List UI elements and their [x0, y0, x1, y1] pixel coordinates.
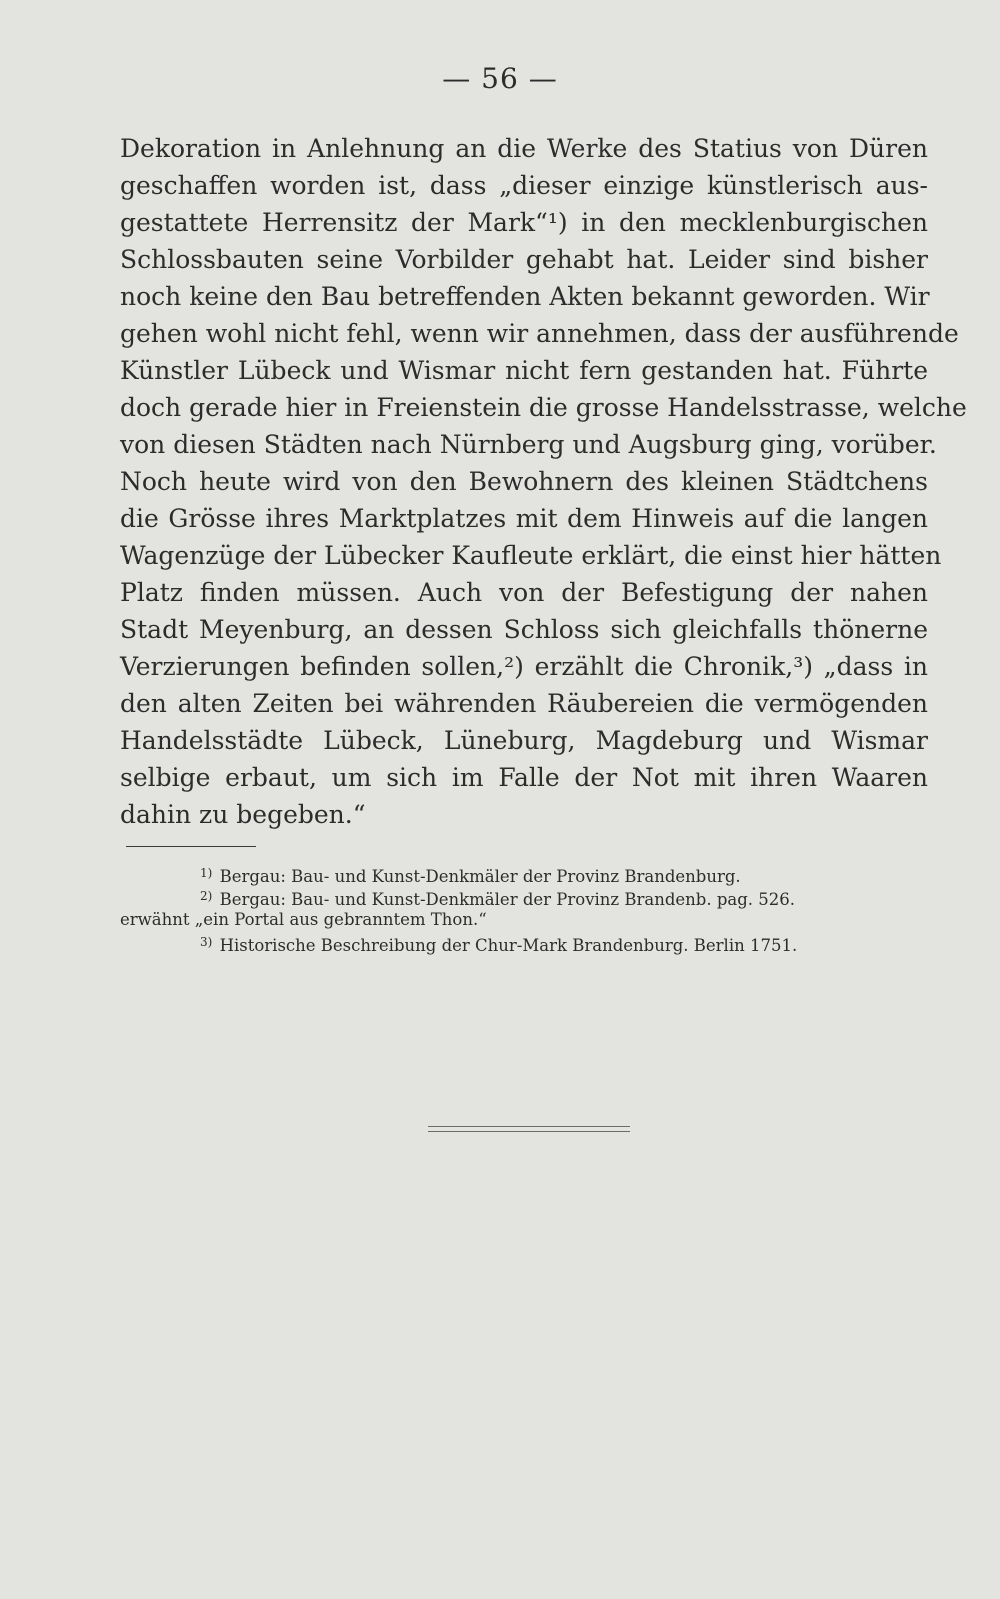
body-line: Handelsstädte Lübeck, Lüneburg, Magdeburg und Wismar — [120, 726, 928, 755]
body-line: doch gerade hier in Freienstein die grosse Handelsstrasse, welche — [120, 393, 967, 422]
body-line: geschaffen worden ist, dass „dieser einzige künstlerisch aus- — [120, 171, 928, 200]
footnote-text: Bergau: Bau- und Kunst-Denkmäler der Provinz Brandenb. pag. 526. — [219, 890, 796, 909]
footnote-marker: 2) — [200, 889, 213, 903]
body-line: selbige erbaut, um sich im Falle der Not mit ihren Waaren — [120, 763, 928, 792]
body-line: Künstler Lübeck und Wismar nicht fern gestanden hat. Führte — [120, 356, 928, 385]
body-line: von diesen Städten nach Nürnberg und Augsburg ging, vorüber. — [120, 430, 937, 459]
page-number: — 56 — — [442, 62, 558, 95]
body-line: Wagenzüge der Lübecker Kaufleute erklärt, die einst hier hätten — [120, 541, 942, 570]
body-line: die Grösse ihres Marktplatzes mit dem Hinweis auf die langen — [120, 504, 928, 533]
body-text — [120, 130, 967, 833]
footnote-marker: 1) — [200, 866, 213, 880]
footnote-marker: 3) — [200, 935, 213, 949]
body-line: gestattete Herrensitz der Mark“¹) in den mecklenburgischen — [120, 208, 928, 237]
footnote-2-continuation: erwähnt „ein Portal aus gebranntem Thon.“ — [120, 910, 487, 929]
end-rule-bottom — [428, 1131, 630, 1132]
footnote-1 — [120, 862, 928, 885]
body-line: den alten Zeiten bei währenden Räubereien die vermögenden — [120, 689, 928, 718]
body-line: Noch heute wird von den Bewohnern des kleinen Städtchens — [120, 467, 928, 496]
body-line: Verzierungen befinden sollen,²) erzählt die Chronik,³) „dass in — [120, 652, 928, 681]
body-line: Platz finden müssen. Auch von der Befestigung der nahen — [120, 578, 928, 607]
body-line: Dekoration in Anlehnung an die Werke des Statius von Düren — [120, 134, 928, 163]
end-rule-top — [428, 1126, 630, 1127]
body-line: noch keine den Bau betreffenden Akten bekannt geworden. Wir — [120, 282, 930, 311]
body-line: gehen wohl nicht fehl, wenn wir annehmen, dass der ausführende — [120, 319, 959, 348]
footnote-divider — [126, 846, 256, 847]
footnote-3 — [120, 931, 928, 954]
footnotes — [120, 862, 928, 954]
footnote-text: Bergau: Bau- und Kunst-Denkmäler der Provinz Brandenburg. — [219, 867, 741, 886]
body-line: dahin zu begeben.“ — [120, 800, 366, 829]
footnote-text: Historische Beschreibung der Chur-Mark Brandenburg. Berlin 1751. — [219, 936, 798, 955]
footnote-2 — [120, 885, 928, 908]
body-line: Schlossbauten seine Vorbilder gehabt hat. Leider sind bisher — [120, 245, 928, 274]
body-line: Stadt Meyenburg, an dessen Schloss sich gleichfalls thönerne — [120, 615, 928, 644]
